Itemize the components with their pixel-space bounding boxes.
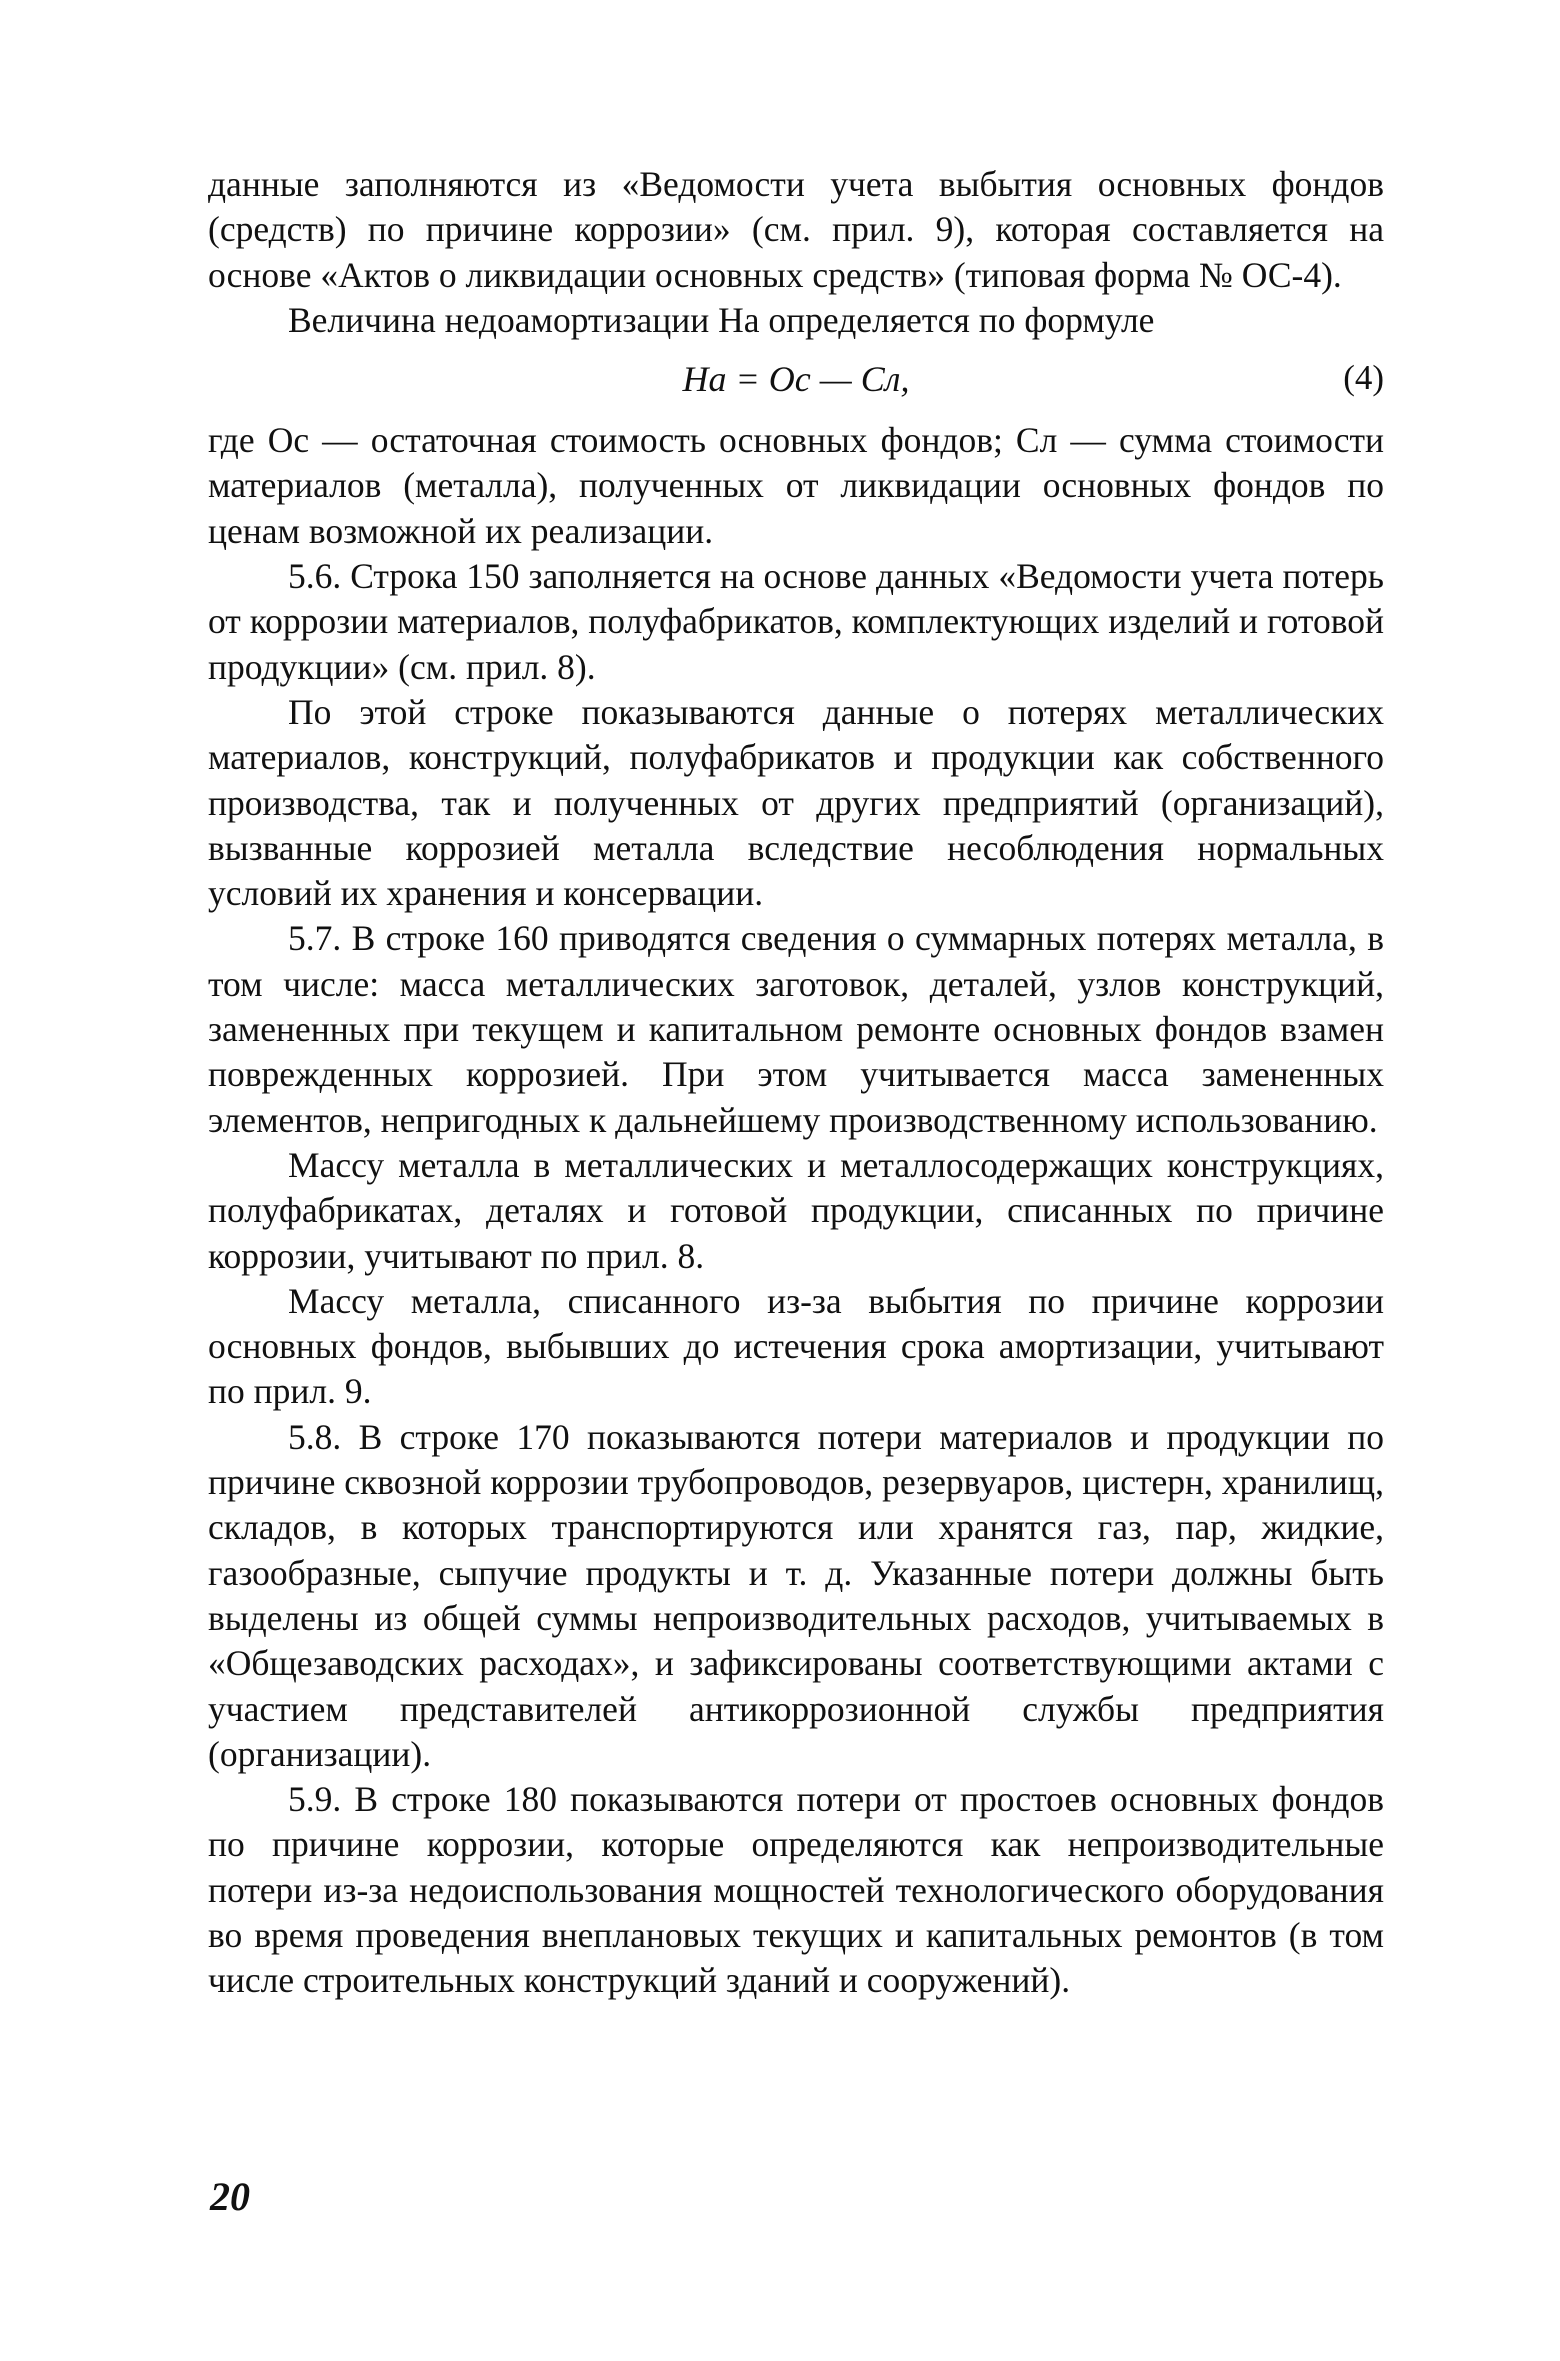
paragraph-1: данные заполняются из «Ведомости учета выбытия основных фондов (средств) по причине коррозии» (см. прил. 9), которая составляется на основе «Актов о ликвидации основных средств» (типовая форма № ОС-4).: [208, 164, 1384, 295]
paragraph-9: 5.8. В строке 170 показываются потери материалов и продукции по причине сквозной коррозии трубопроводов, резервуаров, цистерн, хранилищ, складов, в которых транспортируются или хранятся газ, пар, жидкие, газообразные, сыпучие продукты и т. д. Указанные потери должны быть выделены из общей суммы непроизводительных расходов, учитываемых в «Общезаводских расходах», и зафиксированы соответствующими актами с участием представителей антикоррозионной службы предприятия (организации).: [208, 1416, 1384, 1774]
paragraph-5: По этой строке показываются данные о потерях металлических материалов, конструкций, полуфабрикатов и продукции как собственного производства, так и полученных от других предприятий (организаций), вызванные коррозией металла вследствие несоблюдения нормальных условий их хранения и консервации.: [208, 691, 1384, 914]
paragraph-3: где Ос — остаточная стоимость основных фондов; Сл — сумма стоимости материалов (металла), полученных от ликвидации основных фондов по ценам возможной их реализации.: [208, 420, 1384, 551]
formula-row: [208, 348, 1384, 418]
paragraph-8: Массу металла, списанного из-за выбытия по причине коррозии основных фондов, выбывших до истечения срока амортизации, учитывают по прил. 9.: [208, 1280, 1384, 1412]
formula-expression: Hа = Ос — Сл,: [682, 359, 910, 400]
paragraph-2: Величина недоамортизации Ha определяется по формуле: [288, 299, 1155, 340]
page-number: 20: [210, 2174, 250, 2219]
paragraph-7: Массу металла в металлических и металлосодержащих конструкциях, полуфабрикатах, деталях и готовой продукции, списанных по причине коррозии, учитывают по прил. 8.: [208, 1144, 1384, 1276]
formula-number: (4): [1343, 358, 1384, 398]
paragraph-4: 5.6. Строка 150 заполняется на основе данных «Ведомости учета потерь от коррозии материалов, полуфабрикатов, комплектующих изделий и готовой продукции» (см. прил. 8).: [208, 556, 1384, 687]
paragraph-10: 5.9. В строке 180 показываются потери от простоев основных фондов по причине коррозии, которые определяются как непроизводительные потери из-за недоиспользования мощностей технологического оборудования во время проведения внеплановых текущих и капитальных ремонтов (в том числе строительных конструкций зданий и сооружений).: [208, 1779, 1384, 2001]
paragraph-6: 5.7. В строке 160 приводятся сведения о суммарных потерях металла, в том числе: масса металлических заготовок, деталей, узлов конструкций, замененных при текущем и капитальном ремонте основных фондов взамен поврежденных коррозией. При этом учитывается масса замененных элементов, непригодных к дальнейшему производственному использованию.: [208, 918, 1384, 1140]
page-body: [208, 162, 1384, 2004]
